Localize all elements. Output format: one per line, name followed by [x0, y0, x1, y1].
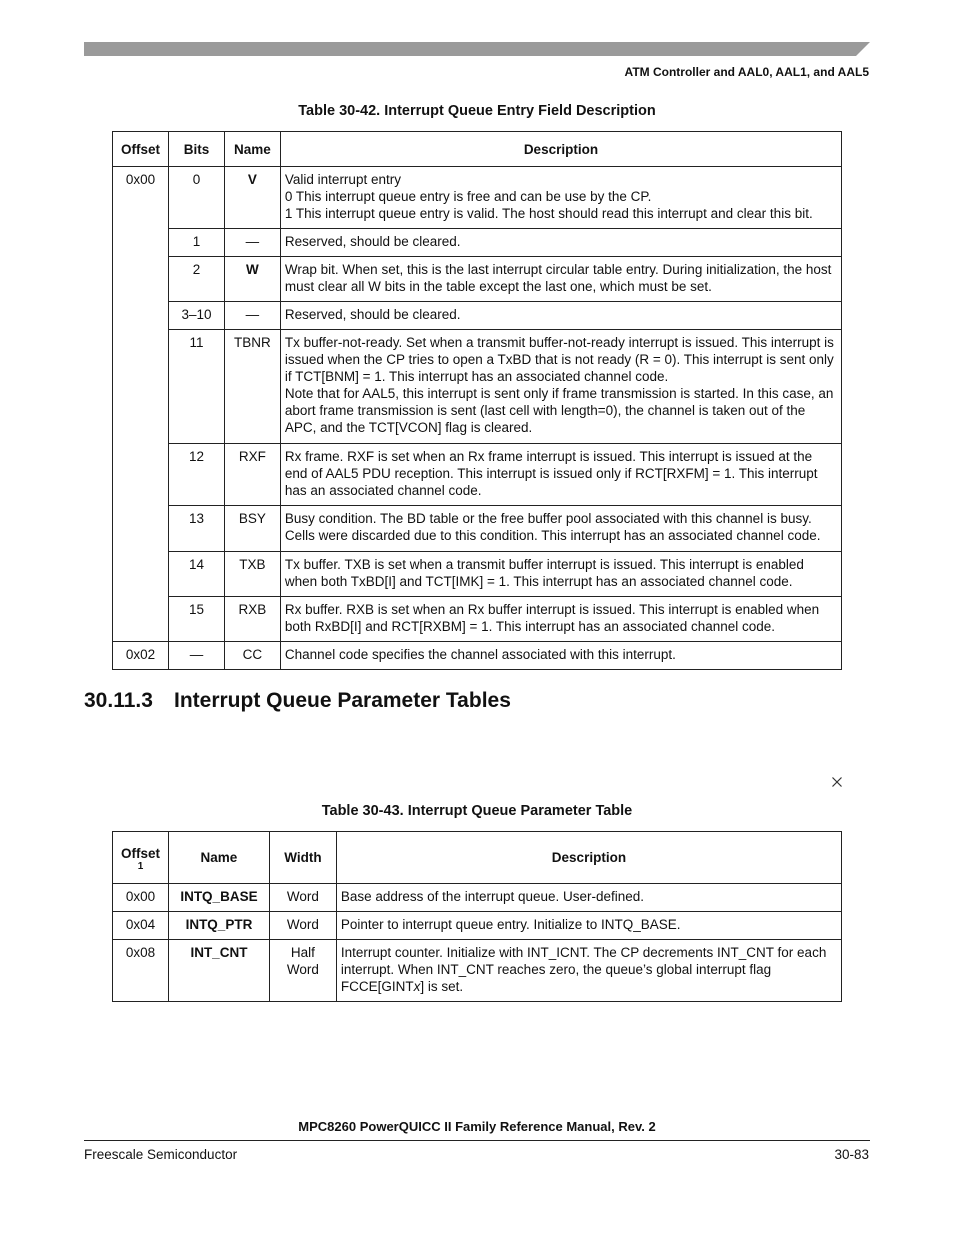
description-line: Valid interrupt entry [284, 172, 401, 187]
table-row [113, 444, 842, 506]
description-cell [280, 167, 841, 229]
width-cell: Word [269, 912, 336, 940]
width-line: Word [286, 962, 319, 977]
footer-company: Freescale Semiconductor [84, 1147, 238, 1162]
parameter-name-cell: INTQ_BASE [168, 884, 269, 912]
bits-cell: 3–10 [168, 302, 224, 330]
section-number: 30.11.3 [84, 689, 153, 712]
field-name-cell: W [224, 257, 280, 302]
description-paragraph: Tx buffer-not-ready. Set when a transmit buffer-not-ready interrupt is issued. This interrupt is issued when the CP tries to open a TxBD that is not ready (R = 0). This interrupt is sent only if TCT[BNM] = 1. This interrupt has an associated channel code. [284, 335, 834, 384]
parameter-name-cell: INTQ_PTR [168, 912, 269, 940]
field-name-cell: RXF [224, 444, 280, 506]
field-name-cell: V [224, 167, 280, 229]
description-text: ] is set. [420, 979, 464, 994]
header-bar [84, 42, 870, 56]
description-line: 0 This interrupt queue entry is free and can be use by the CP. [284, 189, 652, 204]
column-header-name: Name [168, 832, 269, 884]
description-cell: Channel code specifies the channel associated with this interrupt. [280, 642, 841, 670]
table-row [113, 884, 842, 912]
offset-cell: 0x04 [113, 912, 169, 940]
footer-title: MPC8260 PowerQUICC II Family Reference Manual, Rev. 2 [298, 1119, 656, 1134]
table-row [113, 552, 842, 597]
table-row [113, 302, 842, 330]
description-cell: Base address of the interrupt queue. User-defined. [336, 884, 841, 912]
description-cell: Rx frame. RXF is set when an Rx frame interrupt is issued. This interrupt is issued at the end of AAL5 PDU reception. This interrupt is issued only if RCT[RXFM] = 1. This interrupt has an associated channel code. [280, 444, 841, 506]
parameter-name-cell: INT_CNT [168, 940, 269, 1002]
table-30-42-caption: Table 30-42. Interrupt Queue Entry Field Description [298, 103, 656, 119]
table-header-row [113, 832, 842, 884]
footnote-marker: 1 [137, 860, 144, 872]
table-30-43-caption: Table 30-43. Interrupt Queue Parameter Table [321, 803, 633, 819]
offset-cell: 0x00 [113, 167, 169, 642]
description-paragraph: Note that for AAL5, this interrupt is sent only if frame transmission is started. In this case, an abort frame transmission is sent (last cell with length=0), the channel is taken out of the APC, and the TCT[VCON] flag is cleared. [284, 386, 834, 435]
column-header-description: Description [280, 132, 841, 167]
table-row [113, 257, 842, 302]
field-name-cell: — [224, 302, 280, 330]
width-cell: Word [269, 884, 336, 912]
table-row [113, 506, 842, 552]
column-header-description: Description [336, 832, 841, 884]
close-icon[interactable] [831, 776, 843, 788]
description-line: 1 This interrupt queue entry is valid. The host should read this interrupt and clear this bit. [284, 206, 813, 221]
column-header-bits: Bits [168, 132, 224, 167]
column-header-width: Width [269, 832, 336, 884]
column-header-name: Name [224, 132, 280, 167]
bits-cell: 2 [168, 257, 224, 302]
footer-divider [84, 1140, 870, 1141]
interrupt-queue-entry-table [112, 131, 842, 670]
section-title: Interrupt Queue Parameter Tables [174, 689, 511, 712]
table-row [113, 912, 842, 940]
interrupt-queue-parameter-table [112, 831, 842, 1002]
description-variable: x [413, 979, 421, 994]
bits-cell: 13 [168, 506, 224, 552]
bits-cell: 1 [168, 229, 224, 257]
offset-cell: 0x02 [113, 642, 169, 670]
column-header-offset [113, 832, 169, 884]
description-cell: Rx buffer. RXB is set when an Rx buffer interrupt is issued. This interrupt is enabled when both RxBD[I] and RCT[RXBM] = 1. This interrupt has an associated channel code. [280, 597, 841, 642]
table-row [113, 229, 842, 257]
offset-header-label: Offset [120, 845, 160, 861]
offset-cell: 0x00 [113, 884, 169, 912]
bits-cell: 0 [168, 167, 224, 229]
table-row [113, 330, 842, 444]
field-name-cell: TBNR [224, 330, 280, 444]
running-head: ATM Controller and AAL0, AAL1, and AAL5 [624, 65, 869, 79]
bits-cell: 15 [168, 597, 224, 642]
field-name-cell: CC [224, 642, 280, 670]
description-cell: Reserved, should be cleared. [280, 229, 841, 257]
table-header-row [113, 132, 842, 167]
bits-cell: — [168, 642, 224, 670]
description-cell [280, 330, 841, 444]
field-name-cell: — [224, 229, 280, 257]
section-heading [84, 689, 511, 713]
page-number: 30-83 [834, 1147, 869, 1162]
table-row [113, 642, 842, 670]
table-row [113, 940, 842, 1002]
description-cell: Busy condition. The BD table or the free buffer pool associated with this channel is busy. Cells were discarded due to this condition. This interrupt has an associated channel code. [280, 506, 841, 552]
description-cell: Tx buffer. TXB is set when a transmit buffer interrupt is issued. This interrupt is enabled when both TxBD[I] and TCT[IMK] = 1. This interrupt has an associated channel code. [280, 552, 841, 597]
width-line: Half [290, 945, 315, 960]
column-header-offset: Offset [113, 132, 169, 167]
description-cell [336, 940, 841, 1002]
bits-cell: 12 [168, 444, 224, 506]
bits-cell: 14 [168, 552, 224, 597]
width-cell [269, 940, 336, 1002]
table-row [113, 167, 842, 229]
description-text: Interrupt counter. Initialize with INT_ICNT. The CP decrements INT_CNT for each interrupt. When INT_CNT reaches zero, the queue’s global interrupt flag FCCE[GINT [340, 945, 827, 994]
description-cell: Pointer to interrupt queue entry. Initialize to INTQ_BASE. [336, 912, 841, 940]
table-row [113, 597, 842, 642]
field-name-cell: TXB [224, 552, 280, 597]
field-name-cell: RXB [224, 597, 280, 642]
description-cell: Wrap bit. When set, this is the last interrupt circular table entry. During initialization, the host must clear all W bits in the table except the last one, which must be set. [280, 257, 841, 302]
description-cell: Reserved, should be cleared. [280, 302, 841, 330]
bits-cell: 11 [168, 330, 224, 444]
offset-cell: 0x08 [113, 940, 169, 1002]
field-name-cell: BSY [224, 506, 280, 552]
